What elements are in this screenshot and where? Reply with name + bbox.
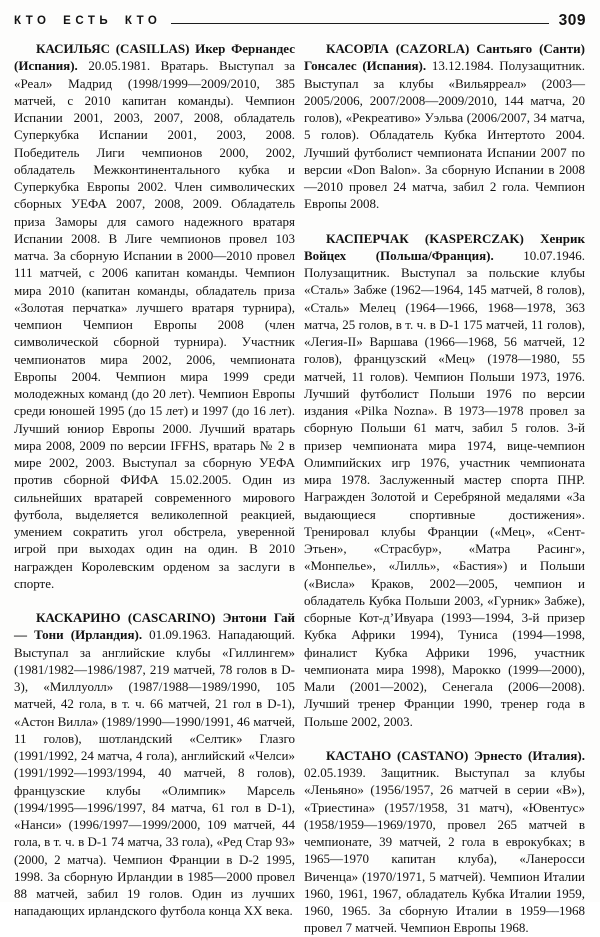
dictionary-entry-castano <box>304 747 585 937</box>
dictionary-entry-kasperczak <box>304 230 585 730</box>
text-columns <box>14 40 586 937</box>
entry-headword: КАСПЕРЧАК (KASPERCZAK) Хенрик Войцех (Польша/Франция). <box>304 230 585 263</box>
entry-headword: КАСКАРИНО (CASCARINO) Энтони Гай — Тони (Ирландия). <box>14 610 295 643</box>
running-title: КТО ЕСТЬ КТО <box>14 14 162 27</box>
entry-body: 02.05.1939. Защитник. Выступал за клубы «Леньяно» (1956/1957, 26 матчей в серии «В»), «Триестина» (1957/1958, 31 матч), «Ювентус» (1958/1959—1969/1970, провел 265 матчей в чемпионате, 39 матчей, 2 гола в еврокубках; в 1965—1970 капитан клуба), «Ланеросси Виченца» (1970/1971, 5 матчей). Чемпион Италии 1960, 1961, 1967, обладатель Кубка Италии 1959, 1960, 1965. За сборную Италии в 1959—1968 провел 7 матчей. Чемпион Европы 1968. <box>304 765 585 936</box>
column-right <box>304 40 585 937</box>
column-left <box>14 40 295 937</box>
entry-headword: КАСТАНО (CASTANO) Эрнесто (Италия). <box>326 747 585 763</box>
entry-body: 01.09.1963. Нападающий. Выступал за английские клубы «Гиллингем» (1981/1982—1986/1987, 219 матчей, 78 голов в D-3), «Миллуолл» (1987/1988—1989/1990, 105 матчей, 42 гола, в т. ч. 66 матчей, 21 гол в D-1), «Астон Вилла» (1989/1990—1990/1991, 46 матчей, 11 голов), шотландский «Селтик» Глазго (1991/1992, 24 матча, 4 гола), английский «Челси» (1991/1992—1993/1994, 40 матчей, 8 голов), французские клубы «Олимпик» Марсель (1994/1995—1996/1997, 84 матча, 61 гол в D-1), «Нанси» (1996/1997—1999/2000, 109 матчей, 44 гола, в т. ч. в D-1 74 матча, 33 гола), «Ред Стар 93» (2000, 2 матча). Чемпион Франции в D-2 1995, 1998. За сборную Ирландии в 1985—2000 провел 88 матчей, забил 19 голов. Один из лучших нападающих ирландского футбола конца XX века. <box>14 627 295 919</box>
entry-body: 20.05.1981. Вратарь. Выступал за «Реал» Мадрид (1998/1999—2009/2010, 385 матчей, с 2010 капитан команды). Чемпион Испании 2001, 2003, 2007, 2008, обладатель Суперкубка Испании 2001, 2003, 2008. Победитель Лиги чемпионов 2000, 2002, обладатель Межконтинентального кубка и Суперкубка Европы 2002. Член символических сборных УЕФА 2007, 2008, 2009. Обладатель приза Заморы для самого надежного вратаря Испании 2008. В Лиге чемпионов провел 103 матча. За сборную Испании в 2000—2010 провел 111 матчей, с 2006 капитан команды. Чемпион мира 2010 (капитан команды, обладатель приза «Золотая перчатка» лучшего вратаря турнира), чемпион Чемпион Европы 2008 (член символической сборной турнира). Участник чемпионатов мира 2002, 2006, чемпионата Европы 2004. Чемпион мира 1999 среди молодежных команд (до 20 лет). Чемпион Европы среди юношей 1995 (до 15 лет) и 1997 (до 16 лет). Лучший юниор Европы 2000. Лучший вратарь мира 2008, 2009 по версии IFFHS, вратарь № 2 в мире 2002, 2003. Выступал за сборную УЕФА против сборной ФИФА 15.02.2005. Один из сильнейших вратарей современного мирового футбола, выделяется великолепной реакцией, умением сократить угол обстрела, уверенной игрой при выходах один на один. В 2010 награжден Королевским орденом за заслуги в спорте. <box>14 58 296 591</box>
entry-headword: КАСИЛЬЯС (CASILLAS) Икер Фернандес (Испания). <box>14 41 295 74</box>
entry-headword: КАСОРЛА (CAZORLA) Сантьяго (Санти) Гонсалес (Испания). <box>304 41 585 74</box>
header-rule <box>171 23 548 24</box>
dictionary-entry-cascarino <box>14 609 295 920</box>
dictionary-entry-cazorla <box>304 40 585 213</box>
dictionary-entry-casillas <box>14 40 295 592</box>
entry-body: 10.07.1946. Полузащитник. Выступал за польские клубы «Сталь» Забже (1962—1964, 145 матчей, 8 голов), «Сталь» Мелец (1964—1966, 1968—1978, 363 матча, 25 голов, в т. ч. в D-1 175 матчей, 11 голов), «Легия-II» Варшава (1966—1968, 56 матчей, 12 голов), французский «Мец» (1978—1980, 55 матчей, 11 голов). Чемпион Польши 1973, 1976. Лучший футболист Польши 1976 по версии издания «Pilka Nozna». В 1973—1978 провел за сборную Польши 61 матч, забил 5 голов. 3-й призер чемпионата мира 1974, вице-чемпион Олимпийских игр 1976, участник чемпионата мира 1978. Заслуженный мастер спорта ПНР. Награжден Золотой и Серебряной медалями «За выдающиеся спортивные достижения». Тренировал клубы Франции («Мец», «Сент-Этьен», «Страсбур», «Матра Расинг», «Монпелье», «Лилль», «Бастия») и Польши («Висла» Краков, 2002—2005, чемпион и обладатель Кубка Польши 2003, «Гурник» Забже), сборные Кот-д’Ивуара (1993—1994, 3-й призер Кубка Африки 1994), Туниса (1994—1998, финалист Кубка Африки 1996, участник чемпионата мира 1998), Марокко (1999—2000), Мали (2001—2002), Сенегала (2006—2008). Лучший тренер Франции 1990, тренер года в Польше 2002, 2003. <box>304 247 585 729</box>
page-number: 309 <box>558 12 586 29</box>
running-header <box>14 11 586 31</box>
entry-body: 13.12.1984. Полузащитник. Выступал за клубы «Вильярреал» (2003—2005/2006, 2007/2008—2009/2010, 144 матча, 20 голов), «Рекреативо» Уэльва (2006/2007, 34 матча, 5 голов). Обладатель Кубка Интертото 2004. Лучший футболист чемпионата Испании 2007 по версии «Don Balon». За сборную Испании в 2008—2010 провел 24 матча, забил 2 гола. Чемпион Европы 2008. <box>304 58 585 212</box>
